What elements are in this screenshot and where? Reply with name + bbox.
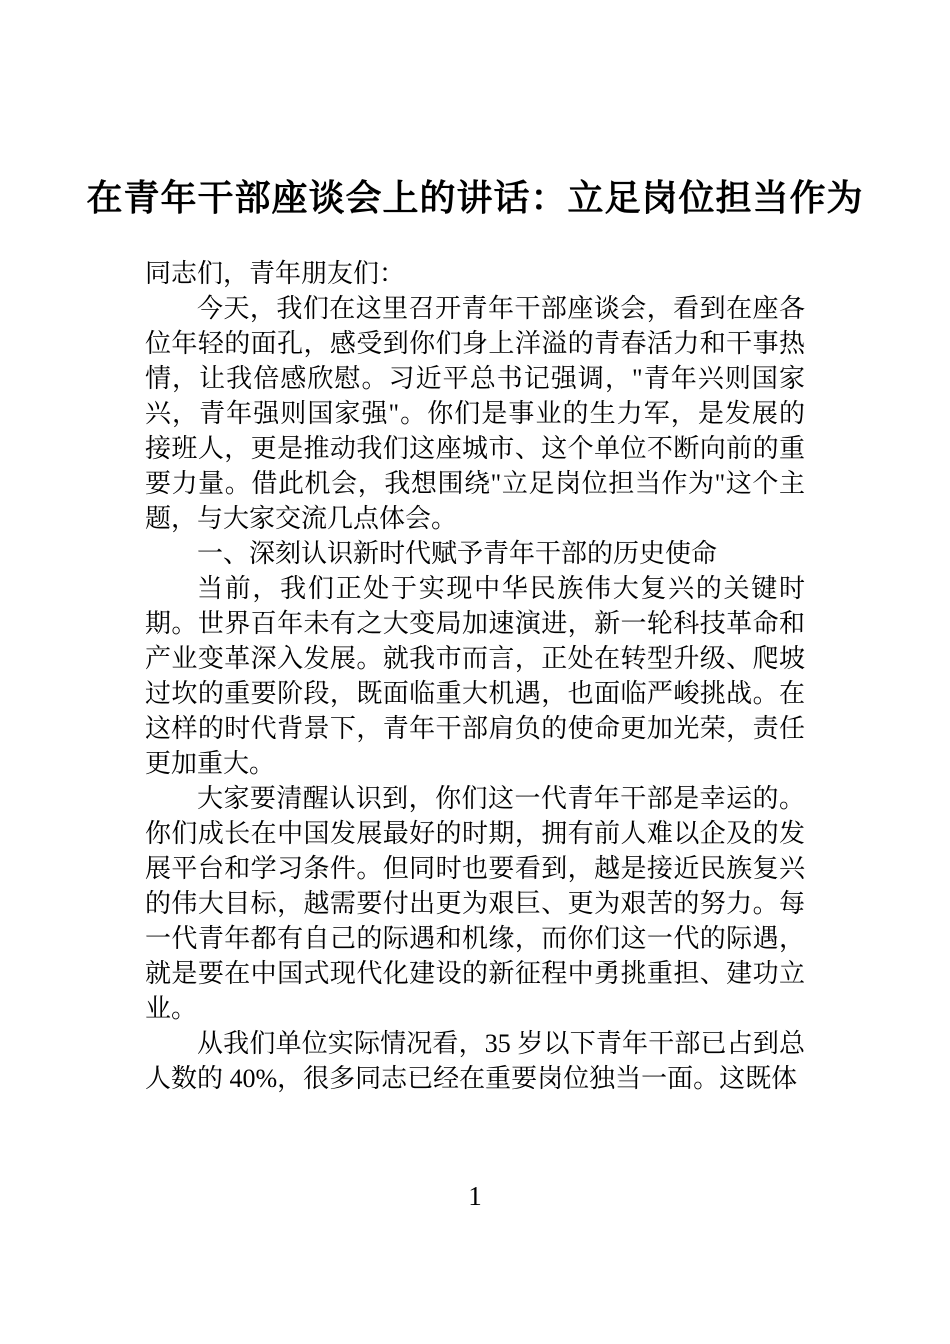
paragraph-current-period: 当前，我们正处于实现中华民族伟大复兴的关键时期。世界百年未有之大变局加速演进，新一轮科技革命和产业变革深入发展。就我市而言，正处在转型升级、爬坡过坎的重要阶段，既面临重大机遇，也面临严峻挑战。在这样的时代背景下，青年干部肩负的使命更加光荣，责任更加重大。 [145, 574, 805, 778]
paragraph-generation: 大家要清醒认识到，你们这一代青年干部是幸运的。你们成长在中国发展最好的时期，拥有前人难以企及的发展平台和学习条件。但同时也要看到，越是接近民族复兴的伟大目标，越需要付出更为艰巨、更为艰苦的努力。每一代青年都有自己的际遇和机缘，而你们这一代的际遇，就是要在中国式现代化建设的新征程中勇挑重担、建功立业。 [145, 784, 805, 1023]
document-body [145, 256, 805, 1096]
page-number: 1 [468, 1181, 482, 1211]
document-title: 在青年干部座谈会上的讲话：立足岗位担当作为 [86, 178, 864, 218]
paragraph-section-heading: 一、深刻认识新时代赋予青年干部的历史使命 [197, 539, 718, 568]
paragraph-salutation: 同志们，青年朋友们： [145, 259, 406, 288]
paragraph-opening: 今天，我们在这里召开青年干部座谈会，看到在座各位年轻的面孔，感受到你们身上洋溢的青春活力和干事热情，让我倍感欣慰。习近平总书记强调，"青年兴则国家兴，青年强则国家强"。你们是事业的生力军，是发展的接班人，更是推动我们这座城市、这个单位不断向前的重要力量。借此机会，我想围绕"立足岗位担当作为"这个主题，与大家交流几点体会。 [145, 294, 805, 533]
paragraph-unit-statistics: 从我们单位实际情况看，35 岁以下青年干部已占到总人数的 40%，很多同志已经在重要岗位独当一面。这既体 [145, 1029, 805, 1093]
